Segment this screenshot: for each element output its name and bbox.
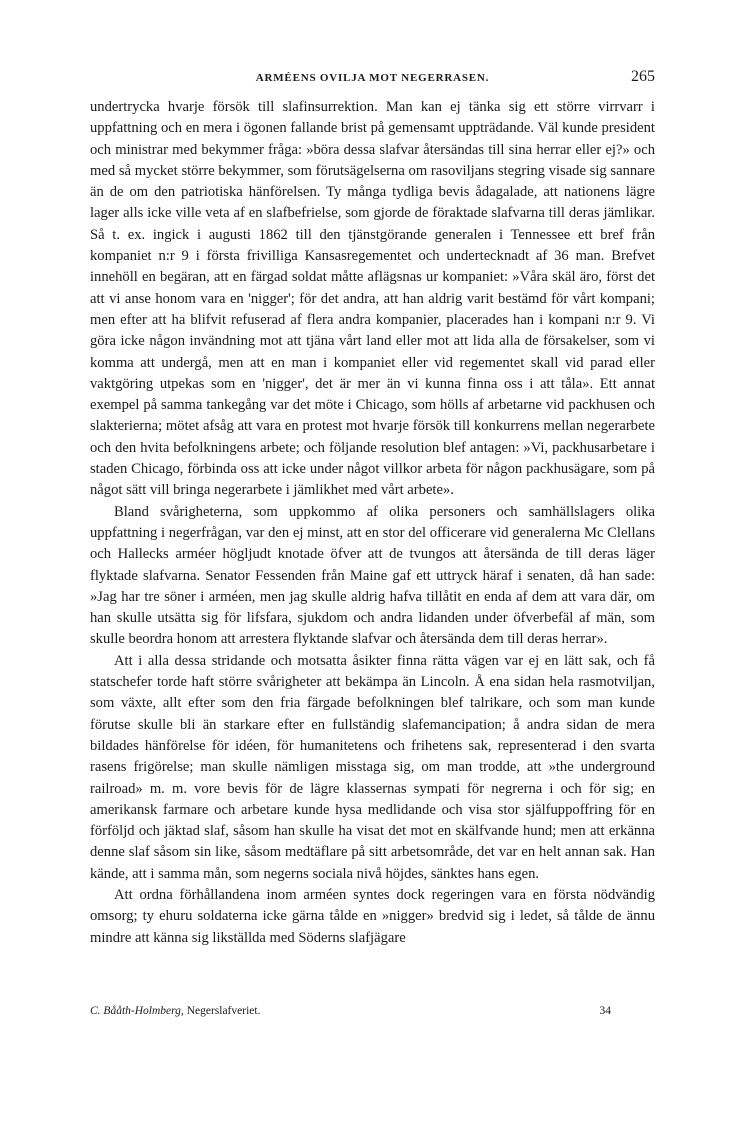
paragraph-1: undertrycka hvarje försök till slafinsurrektion. Man kan ej tänka sig ett större virrvarr i uppfattning och en mera i ögonen fallande brist på gemensamt uppträdande. Väl kunde president och ministrar med bekymmer fråga: »böra dessa slafvar återsändas till sina herrar eller ej?» och med så mycket större bekymmer, som förutsägelserna om rasoviljans stegring visade sig sannare än de om den patriotiska hänförelsen. Ty många tydliga bevis ådagalade, att nationens lägre lager alls icke ville veta af en slafbefrielse, som gjorde de föraktade slafvarna till deras jämlikar. Så t. ex. ingick i augusti 1862 till den tjänstgörande generalen i Tennessee ett bref från kompaniet n:r 9 i första frivilliga Kansasregementet och undertecknadt af 36 man. Brefvet innehöll en begäran, att en färgad soldat måtte aflägsnas ur kompaniet: »Våra skäl äro, först det att vi anse honom vara en 'nigger'; för det andra, att han aldrig varit bestämd för vårt kompani; men efter att ha blifvit refuserad af flera andra kompanier, placerades han i kompani n:r 9. Vi göra icke någon invändning mot att tjäna vårt land eller mot att lida alla de försakelser, som vi komma att undergå, men att en man i kompaniet eller vid regementet skall vid parad eller vaktgöring utpekas som en 'nigger', det är mer än vi kunna finna oss i att tåla». Ett annat exempel på samma tankegång var det möte i Chicago, som hölls af arbetarne vid packhusen och slakterierna; mötet afsåg att vara en protest mot hvarje försök till konkurrens mellan negerarbete och den hvita befolkningens arbete; och följande resolution blef antagen: »Vi, packhusarbetare i staden Chicago, förbinda oss att icke under något villkor arbeta för någon packhusägare, som på något sätt vill bringa negerarbete i jämlikhet med vårt arbete». <box>90 99 655 499</box>
signature-mark: 34 <box>599 1005 611 1017</box>
footer-title: Negerslafveriet. <box>186 1005 261 1017</box>
paragraph-3: Att i alla dessa stridande och motsatta åsikter finna rätta vägen var ej en lätt sak, och få statschefer torde haft större svårigheter att bekämpa än Lincoln. Å ena sidan hela rasmotviljan, som växte, allt efter som den fria färgade befolkningen blef talrikare, och som man kunde förutse skulle bli än starkare efter en fullständig slafemancipation; å andra sidan de mera bildades hänförelse för idéen, för humanitetens och frihetens sak, representerad i den svarta rasens frigörelse; man skulle nämligen misstaga sig, om man trodde, att »the underground railroad» m. m. vore bevis för de lägre klassernas sympati för negrerna i och för sig; en amerikansk farmare och arbetare kunde hysa medlidande och visa stor själfuppoffring för en förföljd och jäktad slaf, såsom han skulle ha visat det mot en skälfvande hund; men att erkänna denne slaf såsom sin like, såsom medtäflare på sitt arbetsområde, det var en helt annan sak. Han kände, att i samma mån, som negerns sociala nivå höjdes, sänktes hans egen. <box>90 652 655 882</box>
footer-citation <box>90 1005 260 1017</box>
page-body <box>90 97 655 949</box>
page-footer <box>90 1005 655 1023</box>
paragraph-2: Bland svårigheterna, som uppkommo af olika personers och samhällslagers olika uppfattning i negerfrågan, var den ej minst, att en stor del officerare vid generalerna Mc Clellans och Hallecks arméer högljudt knotade öfver att de tvungos att återsända de till deras läger flyktade slafvarna. Senator Fessenden från Maine gaf ett uttryck häraf i senaten, då han sade: »Jag har tre söner i arméen, men jag skulle aldrig hafva tillåtit en enda af dem att vara där, om han skulle utsätta sig för lifsfara, sjukdom och andra lidanden under öfverbefäl af män, som skulle beordra honom att arrestera flyktande slafvar och återsända dem till deras herrar». <box>90 503 655 648</box>
footer-author: C. Bååth-Holmberg, <box>90 1005 184 1017</box>
paragraph-4: Att ordna förhållandena inom arméen syntes dock regeringen vara en första nödvändig omsorg; ty ehuru soldaterna icke gärna tålde en »nigger» bredvid sig i ledet, så tålde de ännu mindre att känna sig likställda med Söderns slafjägare <box>90 886 655 946</box>
page-number: 265 <box>631 68 655 85</box>
page-header <box>90 68 655 90</box>
running-title: ARMÉENS OVILJA MOT NEGERRASEN. <box>255 72 490 84</box>
